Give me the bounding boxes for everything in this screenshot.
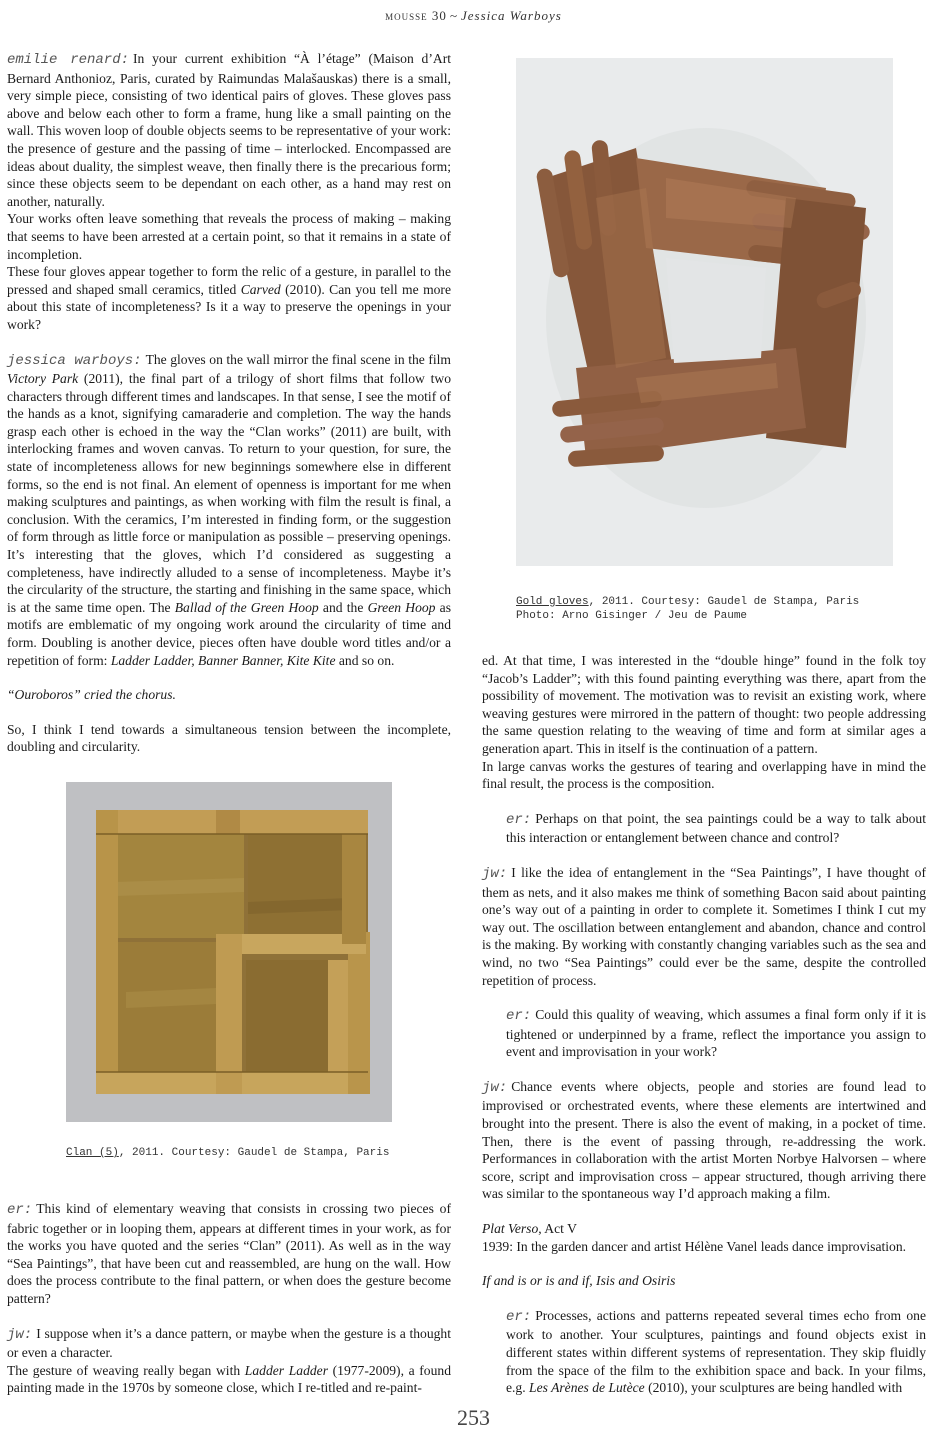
gloves-caption: Gold gloves, 2011. Courtesy: Gaudel de Stampa, Paris Photo: Arno Gisinger / Jeu de Paume — [516, 596, 860, 622]
speaker-er: er: — [506, 1008, 532, 1025]
clan-caption: Clan (5), 2011. Courtesy: Gaudel de Stampa, Paris — [66, 1147, 390, 1159]
gold-gloves-image — [516, 58, 893, 566]
left-column — [7, 50, 451, 756]
speaker-jw: jw: — [7, 1326, 33, 1343]
work-title: Les Arènes de Lutèce — [529, 1380, 645, 1396]
isis-line: If and is or is and if, Isis and Osiris — [482, 1273, 676, 1289]
speaker-jw: jw: — [482, 865, 508, 882]
speaker-er: er: — [7, 1202, 33, 1218]
question-1: emilie renard: In your current exhibition “À l’étage” (Maison d’Art Bernard Anthonioz, Paris, curated by Raimundas Malašauskas) there is a small, very simple piece, consisting of two identical pairs of gloves. These gloves pass above and below each other to form a frame, hung like a small painting on the wall. This woven loop of double objects seems to be representative of your work: the presence of gesture and the passing of time – interlocked. Encompassed are ideas about duality, the simplest weave, then finally there is the precarious form; since these objects seem to be dependant on each other, as a hand may rest on another, naturally. — [7, 51, 451, 209]
answer-2b: The gesture of weaving really began with Ladder Ladder (1977-2009), a found painting made in the 1970s by someone close, which I re-titled and re-paint- — [7, 1362, 451, 1396]
clan-5-image — [66, 782, 392, 1122]
speaker-jw: jw: — [482, 1079, 508, 1096]
chorus-line: “Ouroboros” cried the chorus. — [7, 687, 176, 703]
page-number: 253 — [457, 1405, 490, 1430]
question-3: er: Perhaps on that point, the sea paintings could be a way to talk about this interaction or entanglement between chance and control? — [506, 810, 926, 846]
question-1c: These four gloves appear together to form the relic of a gesture, in parallel to the pressed and shaped small ceramics, titled Carved (2010). Can you tell me more about this state of incompleteness? Is it a way to preserve the openings in your work? — [7, 264, 451, 332]
answer-1-close: So, I think I tend towards a simultaneous tension between the incomplete, doubling and circularity. — [7, 721, 451, 755]
plat-verso-line: 1939: In the garden dancer and artist Hélène Vanel leads dance improvisation. — [482, 1238, 907, 1254]
work-title: Carved — [240, 281, 281, 297]
answer-3: jw: I like the idea of entanglement in the “Sea Paintings”, I have thought of them as nets, and it also makes me think of something Bacon said about painting one’s way out of a painting in order to complete it. Sometimes I think I cut my way out. The oscillation between entanglement and abandon, chance and control is the making. By working with constantly changing variables such as the sea and wind, no two “Sea Paintings” could ever be the same, despite the controlled repetition of process. — [482, 864, 926, 988]
speaker-er: er: — [506, 1308, 532, 1325]
caption-title: Gold gloves — [516, 596, 589, 608]
work-title: Ballad of the Green Hoop — [174, 599, 319, 615]
work-title: Victory Park — [7, 371, 79, 387]
caption-title: Clan (5) — [66, 1147, 119, 1159]
header-separator: ~ — [449, 8, 458, 23]
question-2: er: This kind of elementary weaving that consists in crossing two pieces of fabric together or in looping them, appears at different times in your work, as for the works you have quoted and the series “Clan” (2011). As well as in the way “Sea Paintings”, that have been cut and reassembled, are hung on the wall. How does the process contribute to the final pattern, or when does the gesture become pattern? — [7, 1201, 451, 1306]
work-title: Ladder Ladder — [244, 1362, 328, 1378]
artist-name: Jessica Warboys — [460, 8, 562, 23]
running-header — [0, 8, 947, 24]
magazine-name: mousse 30 — [385, 8, 447, 23]
question-4: er: Could this quality of weaving, which assumes a final form only if it is tightened or underpinned by a frame, reflect the importance you assign to event and improvisation in your work? — [506, 1007, 926, 1060]
speaker-er: er: — [506, 811, 532, 828]
speaker-jessica: jessica warboys: — [7, 352, 142, 369]
question-5: er: Processes, actions and patterns repeated several times echo from one work to another. Your sculptures, paintings and found objects exist in different states within different systems of representation. They skip fluidly from the space of the film to the exhibition space and back. In your films, e.g. Les Arènes de Lutèce (2010), your sculptures are being handled with — [506, 1307, 926, 1396]
speaker-emilie: emilie renard: — [7, 52, 130, 68]
work-title: Ladder Ladder, Banner Banner, Kite Kite — [110, 652, 336, 668]
answer-4: jw: Chance events where objects, people and stories are found lead to improvised or orchestrated events, where these elements are intertwined and brought into the present. There is also the event of making, in a pocket of time. Then, there is the event of passing through, re-addressing the work. Performances in collaboration with the artist Morten Norbye Halvorsen – where score, script and improvisation cross – appear structured, though arriving there was similar to the spontaneous way I’d approach making a film. — [482, 1078, 926, 1202]
answer-2: jw: I suppose when it’s a dance pattern, or maybe when the gesture is a thought or even a character. — [7, 1325, 451, 1361]
left-column-lower — [7, 1200, 451, 1397]
question-1b: Your works often leave something that reveals the process of making – making that seems to have been arrested at a certain point, so that it remains in a state of incompletion. — [7, 211, 451, 262]
answer-1: jessica warboys: The gloves on the wall mirror the final scene in the film Victory Park (2011), the final part of a trilogy of short films that follow two characters through different times and landscapes. In that sense, I see the motif of the hands as a knot, signifying camaraderie and completion. The way the hands grasp each other is echoed in the way the “Clan works” (2011) are built, with interlocking frames and woven canvas. To return to your question, for sure, the state of incompleteness allows for new beginnings somewhere else in different forms, so the end is not final. An element of openness is important for me when making sculptures and paintings, as when working with film the result is final, a conclusion. With the ceramics, I’m interested in finding form, or the suggestion of form through as little force or manipulation as possible – preserving openings. It’s interesting that the gloves, which I’d considered as suggesting a completeness, have indirectly alluded to a sense of incompleteness. Maybe it’s the circularity of the structure, the starting and finishing in the same space, which is at the same time open. The Ballad of the Green Hoop and the Green Hoop as motifs are emblematic of my ongoing work around the circularity of time and form. Doubling is another device, pieces often have double word titles and/or a repetition of form: Ladder Ladder, Banner Banner, Kite Kite and so on. — [7, 351, 452, 668]
photo-credit: Photo: Arno Gisinger / Jeu de Paume — [516, 610, 748, 622]
work-title: Green Hoop — [367, 599, 436, 615]
plat-verso-heading: Plat Verso, Act V — [482, 1221, 577, 1237]
continuation: ed. At that time, I was interested in the “double hinge” found in the folk toy “Jacob’s Ladder”; with this found painting everything was there, apart from the possibility of movement. The motivation was to revisit an existing work, where weaving gestures were mirrored in the pattern of thought: two people addressing the same question relating to the weaving of time and form at similar ages a generation apart. This in itself is the continuation of a pattern. — [482, 653, 926, 756]
continuation-2: In large canvas works the gestures of tearing and overlapping have in mind the final result, the process is the composition. — [482, 758, 926, 792]
right-column — [482, 652, 926, 1397]
